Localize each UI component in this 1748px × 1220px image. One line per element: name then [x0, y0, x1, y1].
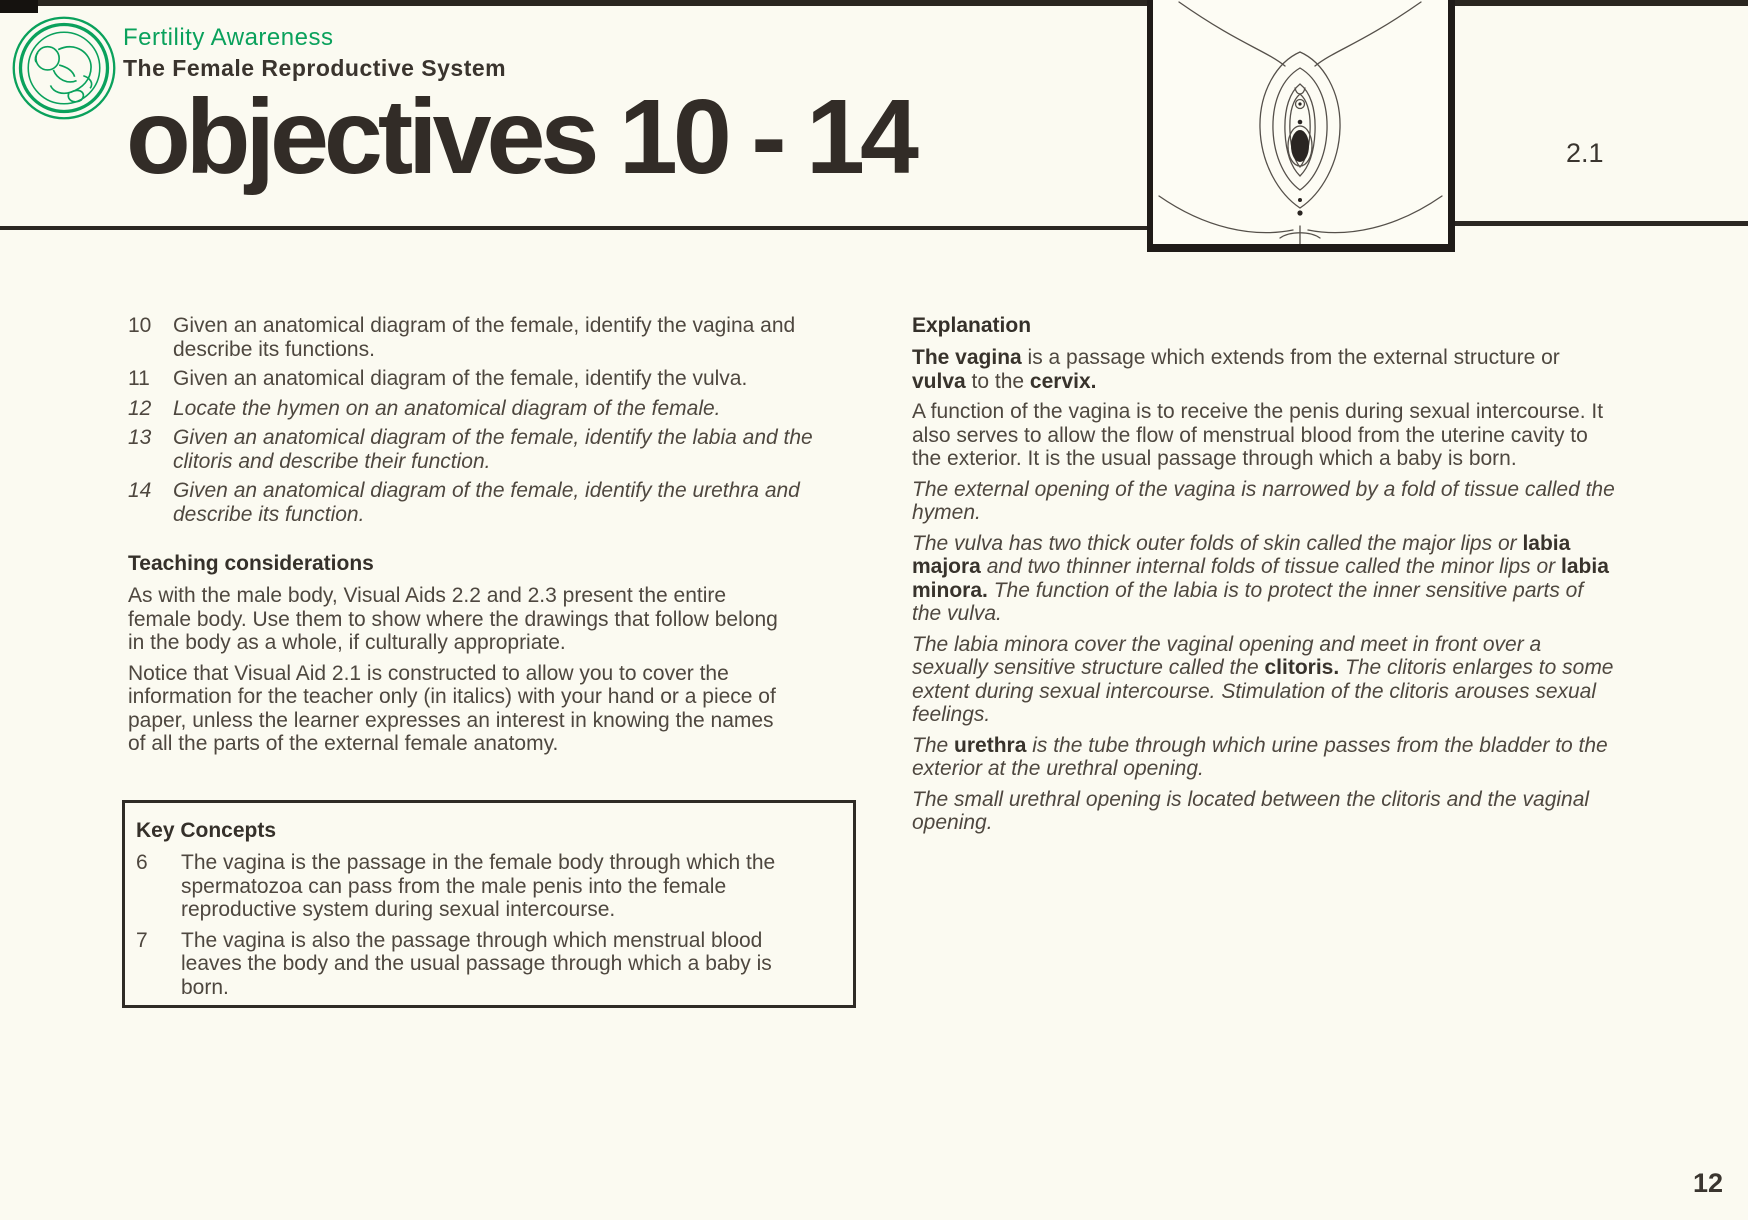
explanation-section [912, 314, 1618, 842]
visual-aid-box [1147, 0, 1455, 252]
key-concept-item-7 [136, 929, 833, 1000]
objective-text: Given an anatomical diagram of the female, identify the urethra and describe its function. [173, 479, 800, 526]
vulva-anatomy-drawing [1153, 0, 1448, 244]
objective-item-12 [128, 397, 818, 421]
objective-item-11 [128, 367, 818, 391]
explanation-heading: Explanation [912, 314, 1032, 337]
scan-edge-strip [0, 0, 1748, 6]
key-concept-text: The vagina is the passage in the female body through which the spermatozoa can pass from the male penis into the female reproductive system during sexual intercourse. [181, 851, 776, 921]
objective-number: 14 [128, 479, 152, 502]
objective-item-14 [128, 479, 818, 526]
page-title: objectives 10 - 14 [126, 78, 914, 196]
key-concepts-heading: Key Concepts [136, 819, 277, 842]
objective-number: 13 [128, 426, 152, 449]
left-column [128, 314, 818, 763]
explanation-paragraph: The vagina is a passage which extends from the external structure or vulva to the cervix. [912, 346, 1560, 393]
objective-number: 11 [128, 367, 150, 390]
objective-text: Given an anatomical diagram of the female, identify the vulva. [173, 367, 748, 390]
header-rule-right [1455, 221, 1748, 226]
objective-number: 12 [128, 396, 152, 420]
program-title: Fertility Awareness [123, 24, 334, 51]
page-number: 12 [1693, 1168, 1724, 1198]
teaching-paragraph: Notice that Visual Aid 2.1 is constructed to allow you to cover the information for the teacher only (in italics) with your hand or a piece of paper, unless the learner expresses an interest in knowing the names of all the parts of the external female anatomy. [128, 661, 776, 755]
objective-text: Given an anatomical diagram of the female, identify the labia and the clitoris and describe their function. [173, 426, 813, 473]
explanation-paragraph: The small urethral opening is located between the clitoris and the vaginal opening. [912, 787, 1590, 834]
key-concept-number: 6 [136, 851, 148, 874]
explanation-paragraph: A function of the vagina is to receive the penis during sexual intercourse. It also serves to allow the flow of menstrual blood from the uterine cavity to the exterior. It is the usual passage through which a baby is born. [912, 400, 1604, 470]
objective-item-10 [128, 314, 818, 361]
explanation-paragraph: The external opening of the vagina is narrowed by a fold of tissue called the hymen. [912, 477, 1615, 524]
explanation-paragraph: The urethra is the tube through which urine passes from the bladder to the exterior at the urethral opening. [912, 733, 1608, 780]
explanation-paragraph: The labia minora cover the vaginal opening and meet in front over a sexually sensitive structure called the clitoris. The clitoris enlarges to some extent during sexual intercourse. Stimulation of the clitoris arouses sexual feelings. [912, 632, 1614, 726]
teaching-considerations-heading: Teaching considerations [128, 552, 374, 575]
objective-item-13 [128, 426, 818, 473]
visual-aid-number: 2.1 [1566, 138, 1604, 168]
key-concept-item-6 [136, 851, 833, 922]
key-concepts-box [122, 800, 856, 1008]
key-concept-number: 7 [136, 928, 148, 952]
header-rule-left [0, 226, 1147, 230]
fetus-logo-icon [6, 10, 122, 126]
document-subtitle: The Female Reproductive System [123, 55, 507, 81]
objective-text: Given an anatomical diagram of the female, identify the vagina and describe its functions. [173, 314, 796, 361]
objective-number: 10 [128, 314, 152, 337]
explanation-paragraph: The vulva has two thick outer folds of skin called the major lips or labia majora and two thinner internal folds of tissue called the minor lips or labia minora. The function of the labia is to protect the inner sensitive parts of the vulva. [912, 531, 1609, 625]
teaching-paragraph: As with the male body, Visual Aids 2.2 and 2.3 present the entire female body. Use them to show where the drawings that follow belong in the body as a whole, if culturally appropriate. [128, 584, 778, 654]
key-concept-text: The vagina is also the passage through which menstrual blood leaves the body and the usual passage through which a baby is born. [181, 928, 772, 999]
objective-text: Locate the hymen on an anatomical diagram of the female. [173, 396, 721, 420]
